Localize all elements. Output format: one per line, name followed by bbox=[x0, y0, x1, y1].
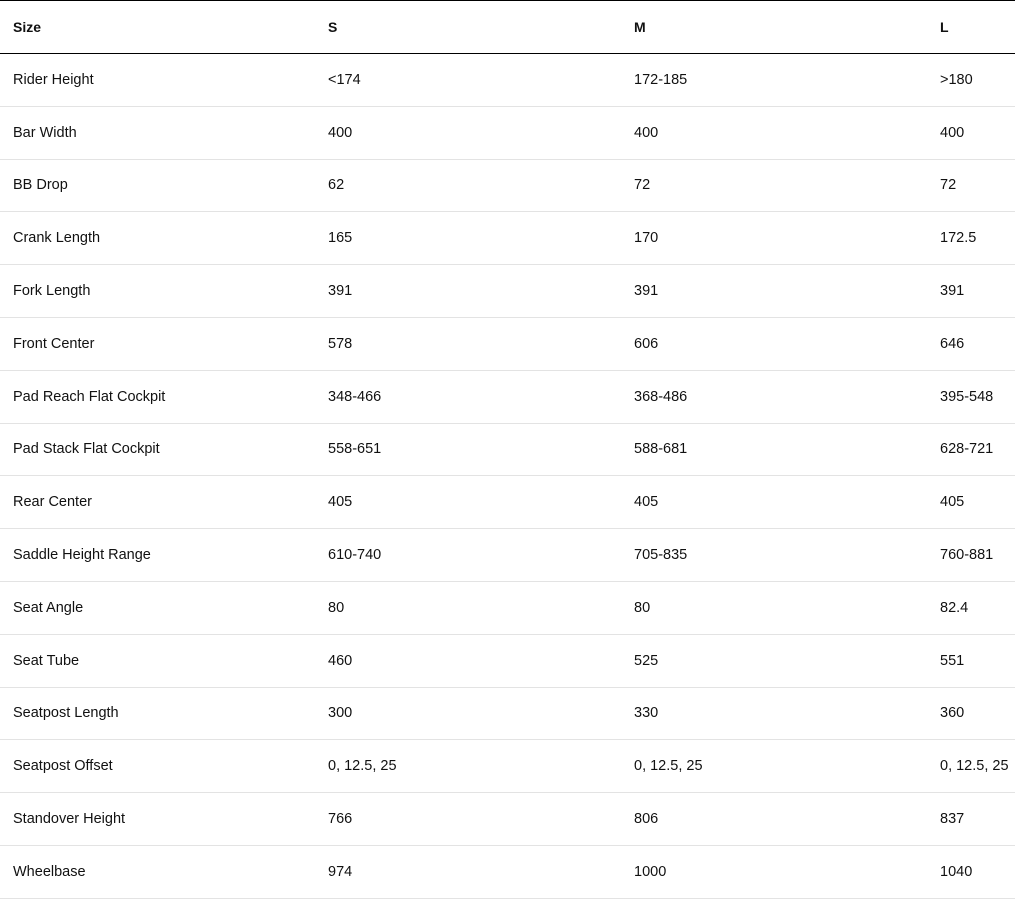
cell-s: 0, 12.5, 25 bbox=[315, 740, 621, 793]
row-label: Rear Center bbox=[0, 476, 315, 529]
cell-l: >180 bbox=[927, 54, 1015, 107]
cell-m: 170 bbox=[621, 212, 927, 265]
row-label: Seatpost Length bbox=[0, 687, 315, 740]
cell-l: 0, 12.5, 25 bbox=[927, 740, 1015, 793]
table-row bbox=[0, 529, 1015, 582]
cell-m: 405 bbox=[621, 476, 927, 529]
cell-m: 806 bbox=[621, 793, 927, 846]
cell-m: 588-681 bbox=[621, 423, 927, 476]
cell-m: 172-185 bbox=[621, 54, 927, 107]
cell-l: 400 bbox=[927, 106, 1015, 159]
cell-s: <174 bbox=[315, 54, 621, 107]
row-label: Front Center bbox=[0, 317, 315, 370]
cell-m: 606 bbox=[621, 317, 927, 370]
table-row bbox=[0, 265, 1015, 318]
cell-m: 525 bbox=[621, 634, 927, 687]
row-label: Seatpost Offset bbox=[0, 740, 315, 793]
cell-s: 391 bbox=[315, 265, 621, 318]
cell-l: 360 bbox=[927, 687, 1015, 740]
cell-s: 165 bbox=[315, 212, 621, 265]
row-label: Rider Height bbox=[0, 54, 315, 107]
row-label: Wheelbase bbox=[0, 845, 315, 898]
cell-l: 551 bbox=[927, 634, 1015, 687]
cell-s: 405 bbox=[315, 476, 621, 529]
row-label: Saddle Height Range bbox=[0, 529, 315, 582]
cell-l: 1040 bbox=[927, 845, 1015, 898]
cell-l: 82.4 bbox=[927, 581, 1015, 634]
row-label: Seat Angle bbox=[0, 581, 315, 634]
cell-m: 0, 12.5, 25 bbox=[621, 740, 927, 793]
cell-m: 705-835 bbox=[621, 529, 927, 582]
cell-s: 62 bbox=[315, 159, 621, 212]
cell-s: 766 bbox=[315, 793, 621, 846]
cell-m: 72 bbox=[621, 159, 927, 212]
row-label: Seat Tube bbox=[0, 634, 315, 687]
table-row bbox=[0, 581, 1015, 634]
table-row bbox=[0, 793, 1015, 846]
cell-m: 330 bbox=[621, 687, 927, 740]
table-row bbox=[0, 687, 1015, 740]
cell-l: 628-721 bbox=[927, 423, 1015, 476]
row-label: Pad Reach Flat Cockpit bbox=[0, 370, 315, 423]
cell-l: 760-881 bbox=[927, 529, 1015, 582]
cell-m: 368-486 bbox=[621, 370, 927, 423]
header-size: Size bbox=[0, 1, 315, 54]
cell-s: 300 bbox=[315, 687, 621, 740]
table-row bbox=[0, 634, 1015, 687]
table-row bbox=[0, 845, 1015, 898]
cell-s: 348-466 bbox=[315, 370, 621, 423]
header-s: S bbox=[315, 1, 621, 54]
row-label: Fork Length bbox=[0, 265, 315, 318]
cell-m: 391 bbox=[621, 265, 927, 318]
table-row bbox=[0, 423, 1015, 476]
cell-l: 72 bbox=[927, 159, 1015, 212]
table-row bbox=[0, 159, 1015, 212]
cell-l: 405 bbox=[927, 476, 1015, 529]
header-row bbox=[0, 1, 1015, 54]
row-label: BB Drop bbox=[0, 159, 315, 212]
row-label: Standover Height bbox=[0, 793, 315, 846]
cell-l: 395-548 bbox=[927, 370, 1015, 423]
geometry-table-body bbox=[0, 54, 1015, 899]
table-row bbox=[0, 740, 1015, 793]
header-m: M bbox=[621, 1, 927, 54]
table-row bbox=[0, 212, 1015, 265]
cell-m: 400 bbox=[621, 106, 927, 159]
table-row bbox=[0, 106, 1015, 159]
table-row bbox=[0, 317, 1015, 370]
cell-s: 558-651 bbox=[315, 423, 621, 476]
cell-l: 391 bbox=[927, 265, 1015, 318]
table-row bbox=[0, 370, 1015, 423]
cell-s: 610-740 bbox=[315, 529, 621, 582]
table-row bbox=[0, 54, 1015, 107]
cell-m: 1000 bbox=[621, 845, 927, 898]
row-label: Bar Width bbox=[0, 106, 315, 159]
cell-s: 460 bbox=[315, 634, 621, 687]
table-row bbox=[0, 476, 1015, 529]
geometry-table-header bbox=[0, 1, 1015, 54]
cell-l: 837 bbox=[927, 793, 1015, 846]
cell-s: 400 bbox=[315, 106, 621, 159]
row-label: Pad Stack Flat Cockpit bbox=[0, 423, 315, 476]
cell-s: 80 bbox=[315, 581, 621, 634]
cell-l: 646 bbox=[927, 317, 1015, 370]
cell-l: 172.5 bbox=[927, 212, 1015, 265]
cell-m: 80 bbox=[621, 581, 927, 634]
header-l: L bbox=[927, 1, 1015, 54]
cell-s: 578 bbox=[315, 317, 621, 370]
cell-s: 974 bbox=[315, 845, 621, 898]
row-label: Crank Length bbox=[0, 212, 315, 265]
